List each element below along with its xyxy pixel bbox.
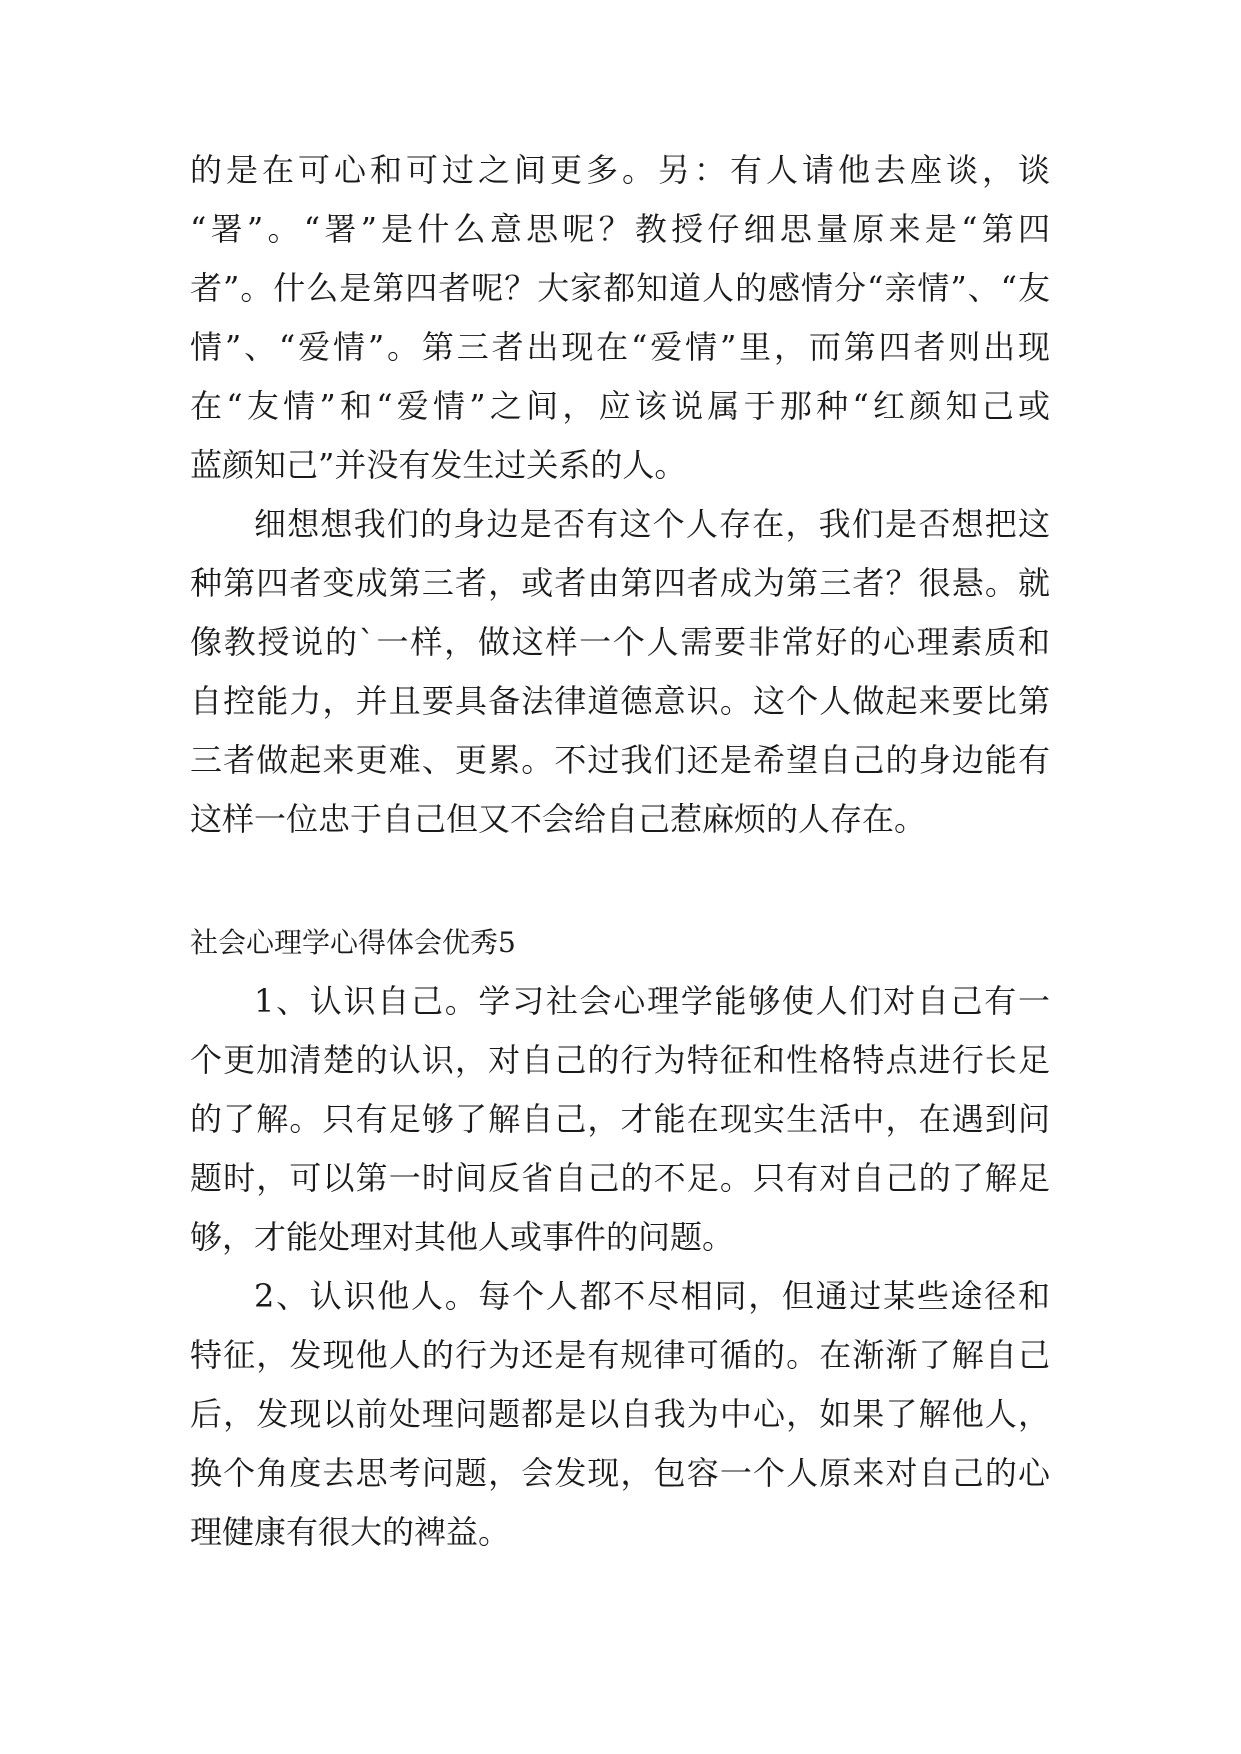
text-line: 个更加清楚的认识，对自己的行为特征和性格特点进行长足 — [190, 1041, 1050, 1079]
text-line: 种第四者变成第三者，或者由第四者成为第三者？很悬。就 — [190, 564, 1050, 602]
paragraph-first-line: 1、认识自己。学习社会心理学能够使人们对自己有一 — [254, 982, 1050, 1020]
text-line: 在“友情”和“爱情”之间，应该说属于那种“红颜知己或 — [190, 387, 1050, 425]
text-line: 三者做起来更难、更累。不过我们还是希望自己的身边能有 — [190, 741, 1050, 779]
text-line: 后，发现以前处理问题都是以自我为中心，如果了解他人， — [190, 1395, 1050, 1433]
text-line: 像教授说的`一样，做这样一个人需要非常好的心理素质和 — [190, 623, 1050, 661]
text-line: 的是在可心和可过之间更多。另：有人请他去座谈，谈 — [190, 151, 1050, 189]
text-line: 这样一位忠于自己但又不会给自己惹麻烦的人存在。 — [190, 800, 927, 838]
text-line: 题时，可以第一时间反省自己的不足。只有对自己的了解足 — [190, 1159, 1050, 1197]
text-line: 换个角度去思考问题，会发现，包容一个人原来对自己的心 — [190, 1454, 1050, 1492]
text-line: 情”、“爱情”。第三者出现在“爱情”里，而第四者则出现 — [190, 328, 1050, 366]
text-line: 够，才能处理对其他人或事件的问题。 — [190, 1218, 735, 1256]
paragraph-first-line: 细想想我们的身边是否有这个人存在，我们是否想把这 — [254, 505, 1050, 543]
text-line: 理健康有很大的裨益。 — [190, 1513, 511, 1551]
text-line: 特征，发现他人的行为还是有规律可循的。在渐渐了解自己 — [190, 1336, 1050, 1374]
section-heading: 社会心理学心得体会优秀5 — [190, 926, 516, 959]
text-line: 者”。什么是第四者呢？大家都知道人的感情分“亲情”、“友 — [190, 269, 1050, 307]
text-line: 的了解。只有足够了解自己，才能在现实生活中，在遇到问 — [190, 1100, 1050, 1138]
text-line: “署”。“署”是什么意思呢？教授仔细思量原来是“第四 — [190, 210, 1050, 248]
paragraph-first-line: 2、认识他人。每个人都不尽相同，但通过某些途径和 — [254, 1277, 1050, 1315]
text-line: 自控能力，并且要具备法律道德意识。这个人做起来要比第 — [190, 682, 1050, 720]
text-line: 蓝颜知己”并没有发生过关系的人。 — [190, 446, 687, 484]
